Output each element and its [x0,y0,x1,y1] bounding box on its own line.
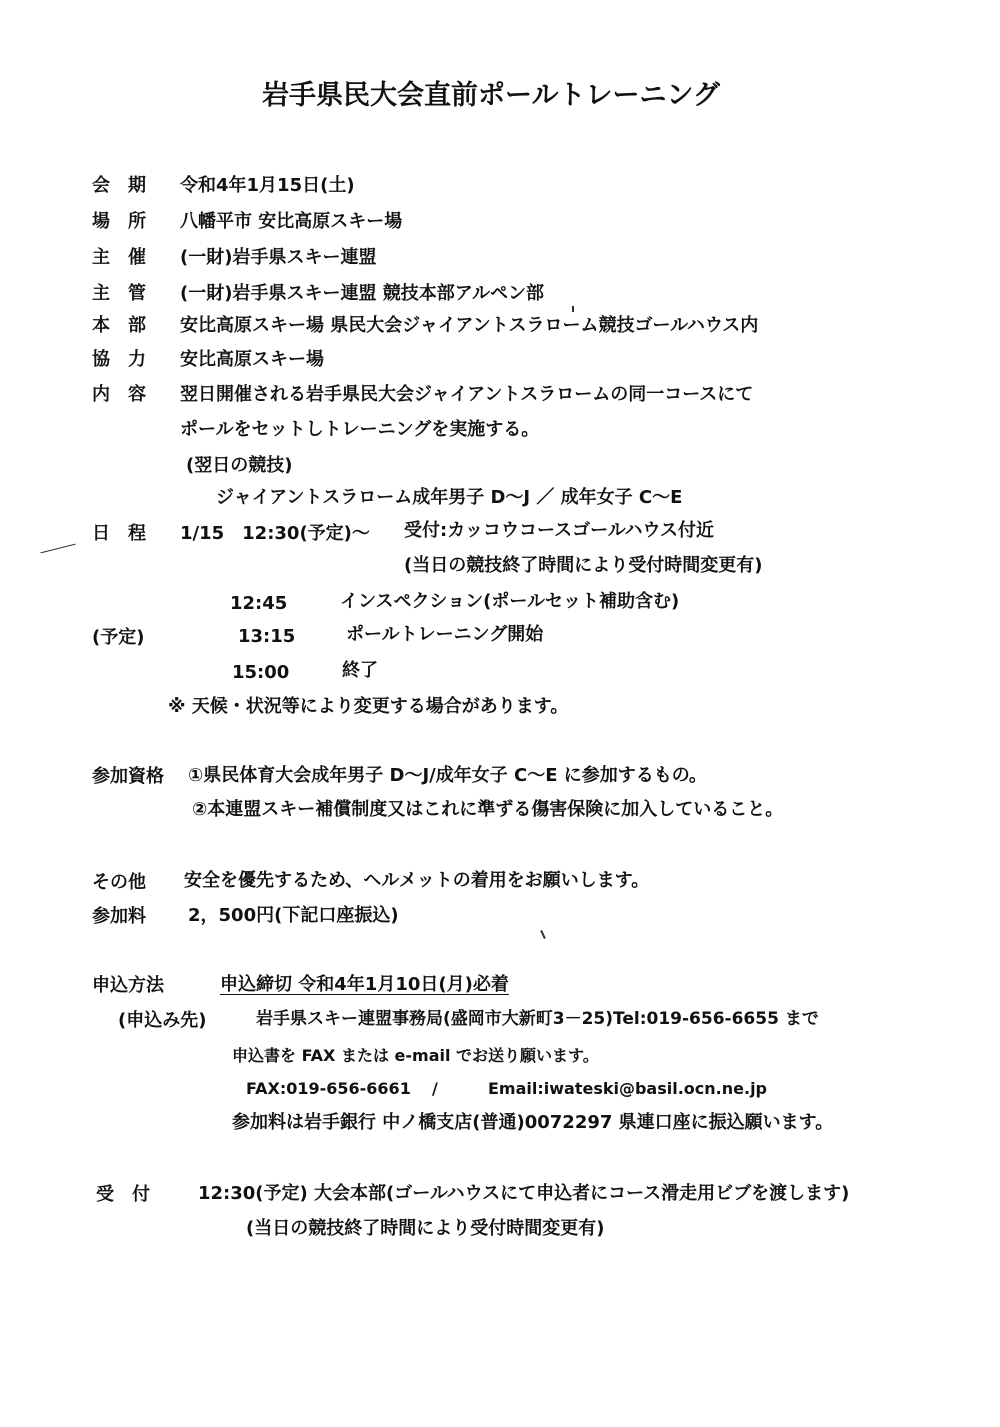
scan-speck [540,930,546,939]
yotei-label: (予定) [92,627,145,648]
moushikomi-saki: 岩手県スキー連盟事務局(盛岡市大新町3－25)Tel:019-656-6655 まで [256,1009,819,1029]
kyoryoku-label: 協 力 [92,349,146,370]
naiyo-line1: 翌日開催される岩手県民大会ジャイアントスラロームの同一コースにて [180,384,754,405]
naiyo-line3: (翌日の競技) [186,455,293,476]
sankaryo-value: 2，500円(下記口座振込) [188,905,399,926]
schedule-desc-3: 終了 [342,660,378,681]
payment-info: 参加料は岩手銀行 中ノ橋支店(普通)0072297 県連口座に振込願います。 [232,1112,834,1133]
deadline-text: 申込締切 令和4年1月10日(月)必着 [220,974,509,995]
honbu-label: 本 部 [92,315,146,336]
nittei-reception: 受付:カッコウコースゴールハウス付近 [404,520,714,541]
naiyo-line2: ポールをセットしトレーニングを実施する。 [180,419,540,440]
shukan-label: 主 管 [92,283,146,304]
nittei-reception-note: (当日の競技終了時間により受付時間変更有) [404,555,763,576]
shikaku-line2: ②本連盟スキー補償制度又はこれに準ずる傷害保険に加入していること。 [192,799,784,820]
naiyo-line4: ジャイアントスラローム成年男子 D～J ／ 成年女子 C～E [216,487,683,508]
shikaku-label: 参加資格 [92,766,164,787]
basho-value: 八幡平市 安比高原スキー場 [180,211,403,232]
schedule-time-2: 13:15 [238,626,296,647]
kaiki-label: 会 期 [92,175,146,196]
kaiki-value: 令和4年1月15日(土) [180,175,355,196]
moushikomi-method: 申込書を FAX または e-mail でお送り願います。 [232,1046,599,1065]
nittei-label: 日 程 [92,523,146,544]
contact-separator: / [432,1079,438,1098]
fax-number: FAX:019-656-6661 [246,1079,411,1098]
page-title: 岩手県民大会直前ポールトレーニング [262,80,720,111]
schedule-time-3: 15:00 [232,662,290,683]
uketsuke-note: (当日の競技終了時間により受付時間変更有) [246,1218,605,1239]
sonota-value: 安全を優先するため、ヘルメットの着用をお願いします。 [184,870,650,891]
honbu-value: 安比高原スキー場 県民大会ジャイアントスラローム競技ゴールハウス内 [180,315,759,336]
naiyo-label: 内 容 [92,384,146,405]
moushikomi-saki-label: (申込み先) [118,1010,207,1031]
schedule-note: ※ 天候・状況等により変更する場合があります。 [168,696,569,717]
shusai-value: (一財)岩手県スキー連盟 [180,247,377,268]
sankaryo-label: 参加料 [92,906,146,927]
shikaku-line1: ①県民体育大会成年男子 D～J/成年女子 C～E に参加するもの。 [188,765,708,786]
moushikomi-label: 申込方法 [92,975,164,996]
schedule-time-1: 12:45 [230,593,288,614]
basho-label: 場 所 [92,211,146,232]
uketsuke-value: 12:30(予定) 大会本部(ゴールハウスにて申込者にコース滑走用ビブを渡します) [198,1183,850,1204]
sonota-label: その他 [92,872,146,893]
schedule-desc-2: ポールトレーニング開始 [346,624,544,645]
kyoryoku-value: 安比高原スキー場 [180,349,324,370]
scan-mark [40,544,75,554]
scan-speck [572,306,574,312]
uketsuke-label: 受 付 [96,1184,150,1205]
shukan-value: (一財)岩手県スキー連盟 競技本部アルペン部 [180,283,544,304]
email-address: Email:iwateski@basil.ocn.ne.jp [488,1079,767,1098]
shusai-label: 主 催 [92,247,146,268]
nittei-date-time: 1/15 12:30(予定)～ [180,523,370,544]
schedule-desc-1: インスペクション(ポールセット補助含む) [340,591,680,612]
